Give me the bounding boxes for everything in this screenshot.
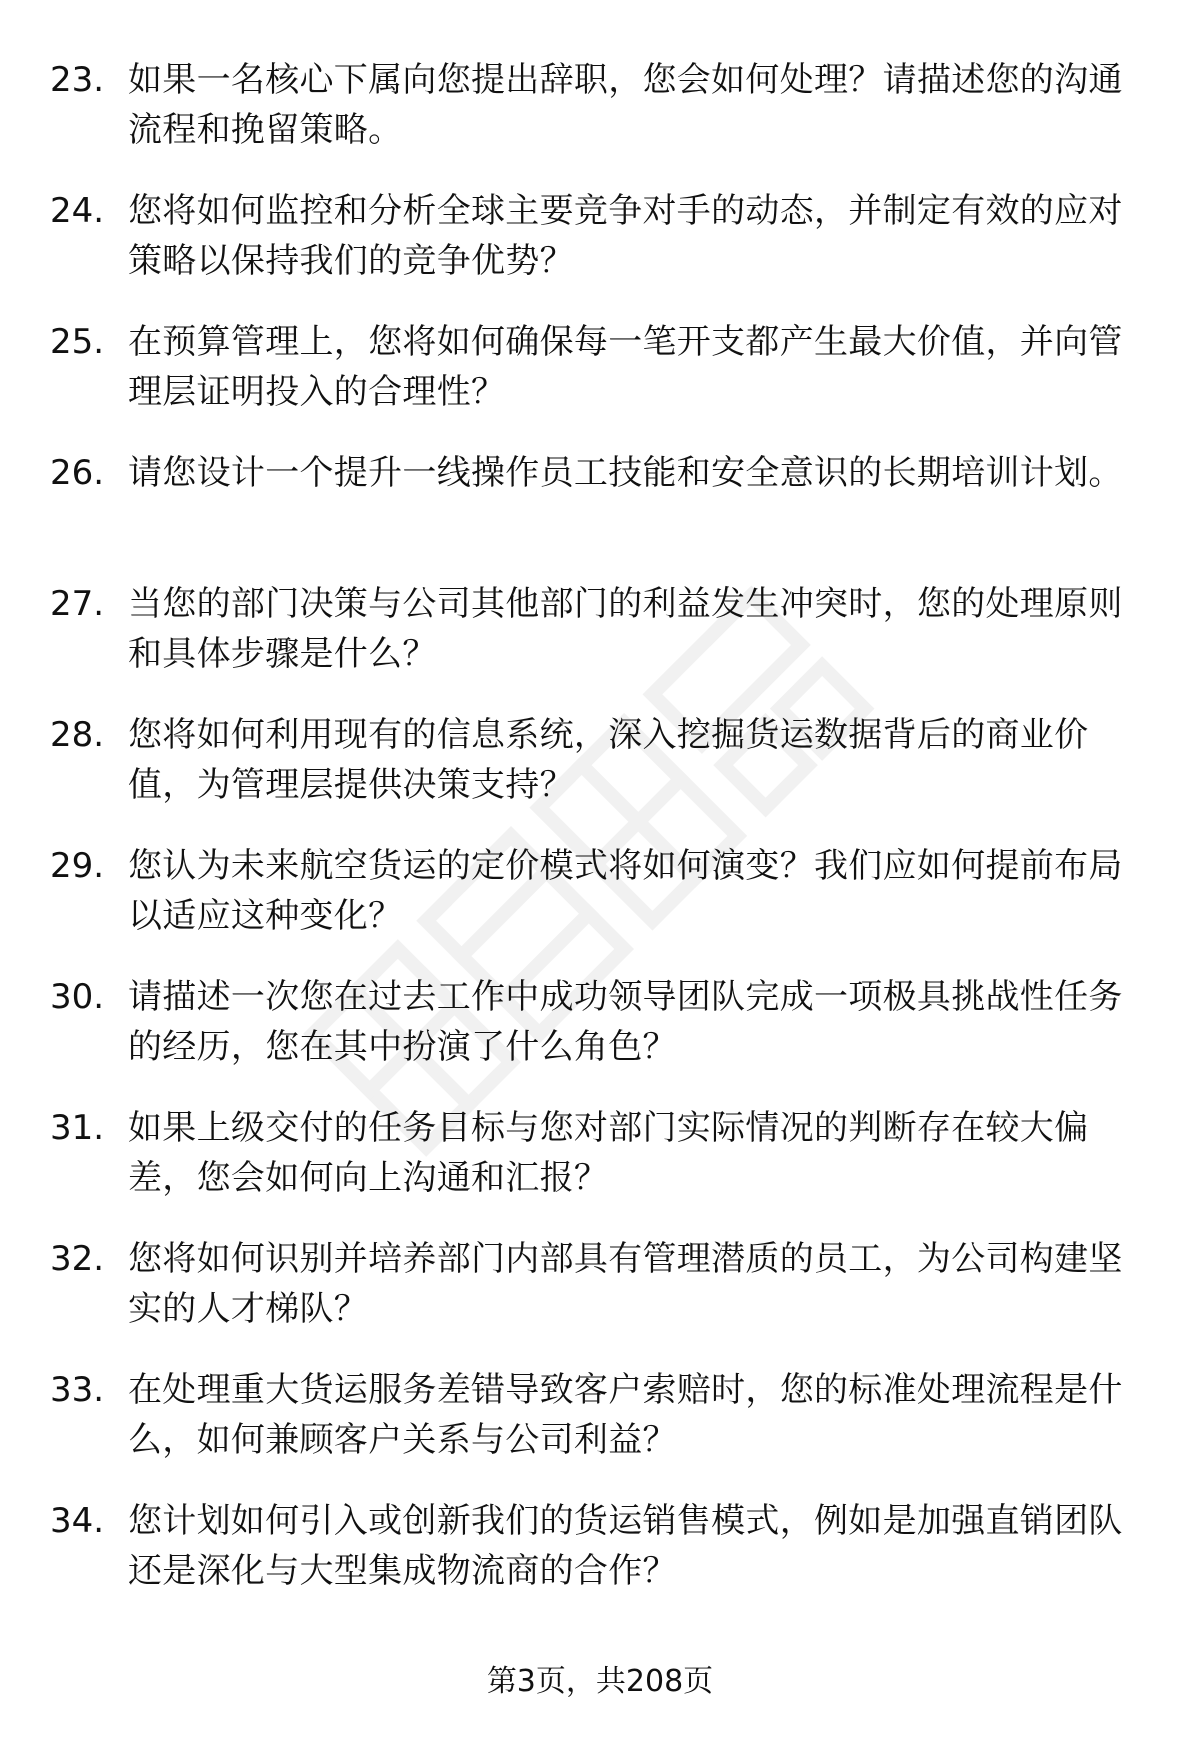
- question-item: [0, 55, 1200, 186]
- question-item: [0, 579, 1200, 710]
- question-item: [0, 972, 1200, 1103]
- question-number: 23.: [50, 60, 105, 100]
- question-number: 33.: [50, 1370, 105, 1410]
- question-text: 您将如何监控和分析全球主要竞争对手的动态，并制定有效的应对策略以保持我们的竞争优势？: [128, 191, 1123, 281]
- question-number: 31.: [50, 1108, 105, 1148]
- question-text: 请描述一次您在过去工作中成功领导团队完成一项极具挑战性任务的经历，您在其中扮演了什么角色？: [128, 977, 1123, 1067]
- question-item: [0, 1496, 1200, 1627]
- question-number: 29.: [50, 846, 105, 886]
- question-text: 在处理重大货运服务差错导致客户索赔时，您的标准处理流程是什么，如何兼顾客户关系与公司利益？: [128, 1370, 1123, 1460]
- question-text: 如果一名核心下属向您提出辞职，您会如何处理？请描述您的沟通流程和挽留策略。: [128, 60, 1123, 150]
- question-number: 25.: [50, 322, 105, 362]
- question-item: [0, 1234, 1200, 1365]
- question-item: [0, 317, 1200, 448]
- page-number-footer: 第3页，共208页: [486, 1664, 714, 1699]
- question-number: 30.: [50, 977, 105, 1017]
- question-item: [0, 1103, 1200, 1234]
- question-number: 24.: [50, 191, 105, 231]
- question-number: 28.: [50, 715, 105, 755]
- question-item: [0, 186, 1200, 317]
- question-text: 当您的部门决策与公司其他部门的利益发生冲突时，您的处理原则和具体步骤是什么？: [128, 584, 1123, 674]
- question-text: 在预算管理上，您将如何确保每一笔开支都产生最大价值，并向管理层证明投入的合理性？: [128, 322, 1123, 412]
- question-number: 34.: [50, 1501, 105, 1541]
- question-item: [0, 448, 1200, 579]
- question-number: 32.: [50, 1239, 105, 1279]
- question-text: 您将如何识别并培养部门内部具有管理潜质的员工，为公司构建坚实的人才梯队？: [128, 1239, 1123, 1329]
- question-text: 如果上级交付的任务目标与您对部门实际情况的判断存在较大偏差，您会如何向上沟通和汇报？: [128, 1108, 1089, 1198]
- question-list: [0, 55, 1200, 1627]
- question-text: 请您设计一个提升一线操作员工技能和安全意识的长期培训计划。: [128, 453, 1123, 493]
- question-number: 27.: [50, 584, 105, 624]
- question-number: 26.: [50, 453, 105, 493]
- question-item: [0, 1365, 1200, 1496]
- question-text: 您将如何利用现有的信息系统，深入挖掘货运数据背后的商业价值，为管理层提供决策支持？: [128, 715, 1089, 805]
- question-text: 您计划如何引入或创新我们的货运销售模式，例如是加强直销团队还是深化与大型集成物流商的合作？: [128, 1501, 1123, 1591]
- question-text: 您认为未来航空货运的定价模式将如何演变？我们应如何提前布局以适应这种变化？: [128, 846, 1123, 936]
- question-item: [0, 710, 1200, 841]
- question-item: [0, 841, 1200, 972]
